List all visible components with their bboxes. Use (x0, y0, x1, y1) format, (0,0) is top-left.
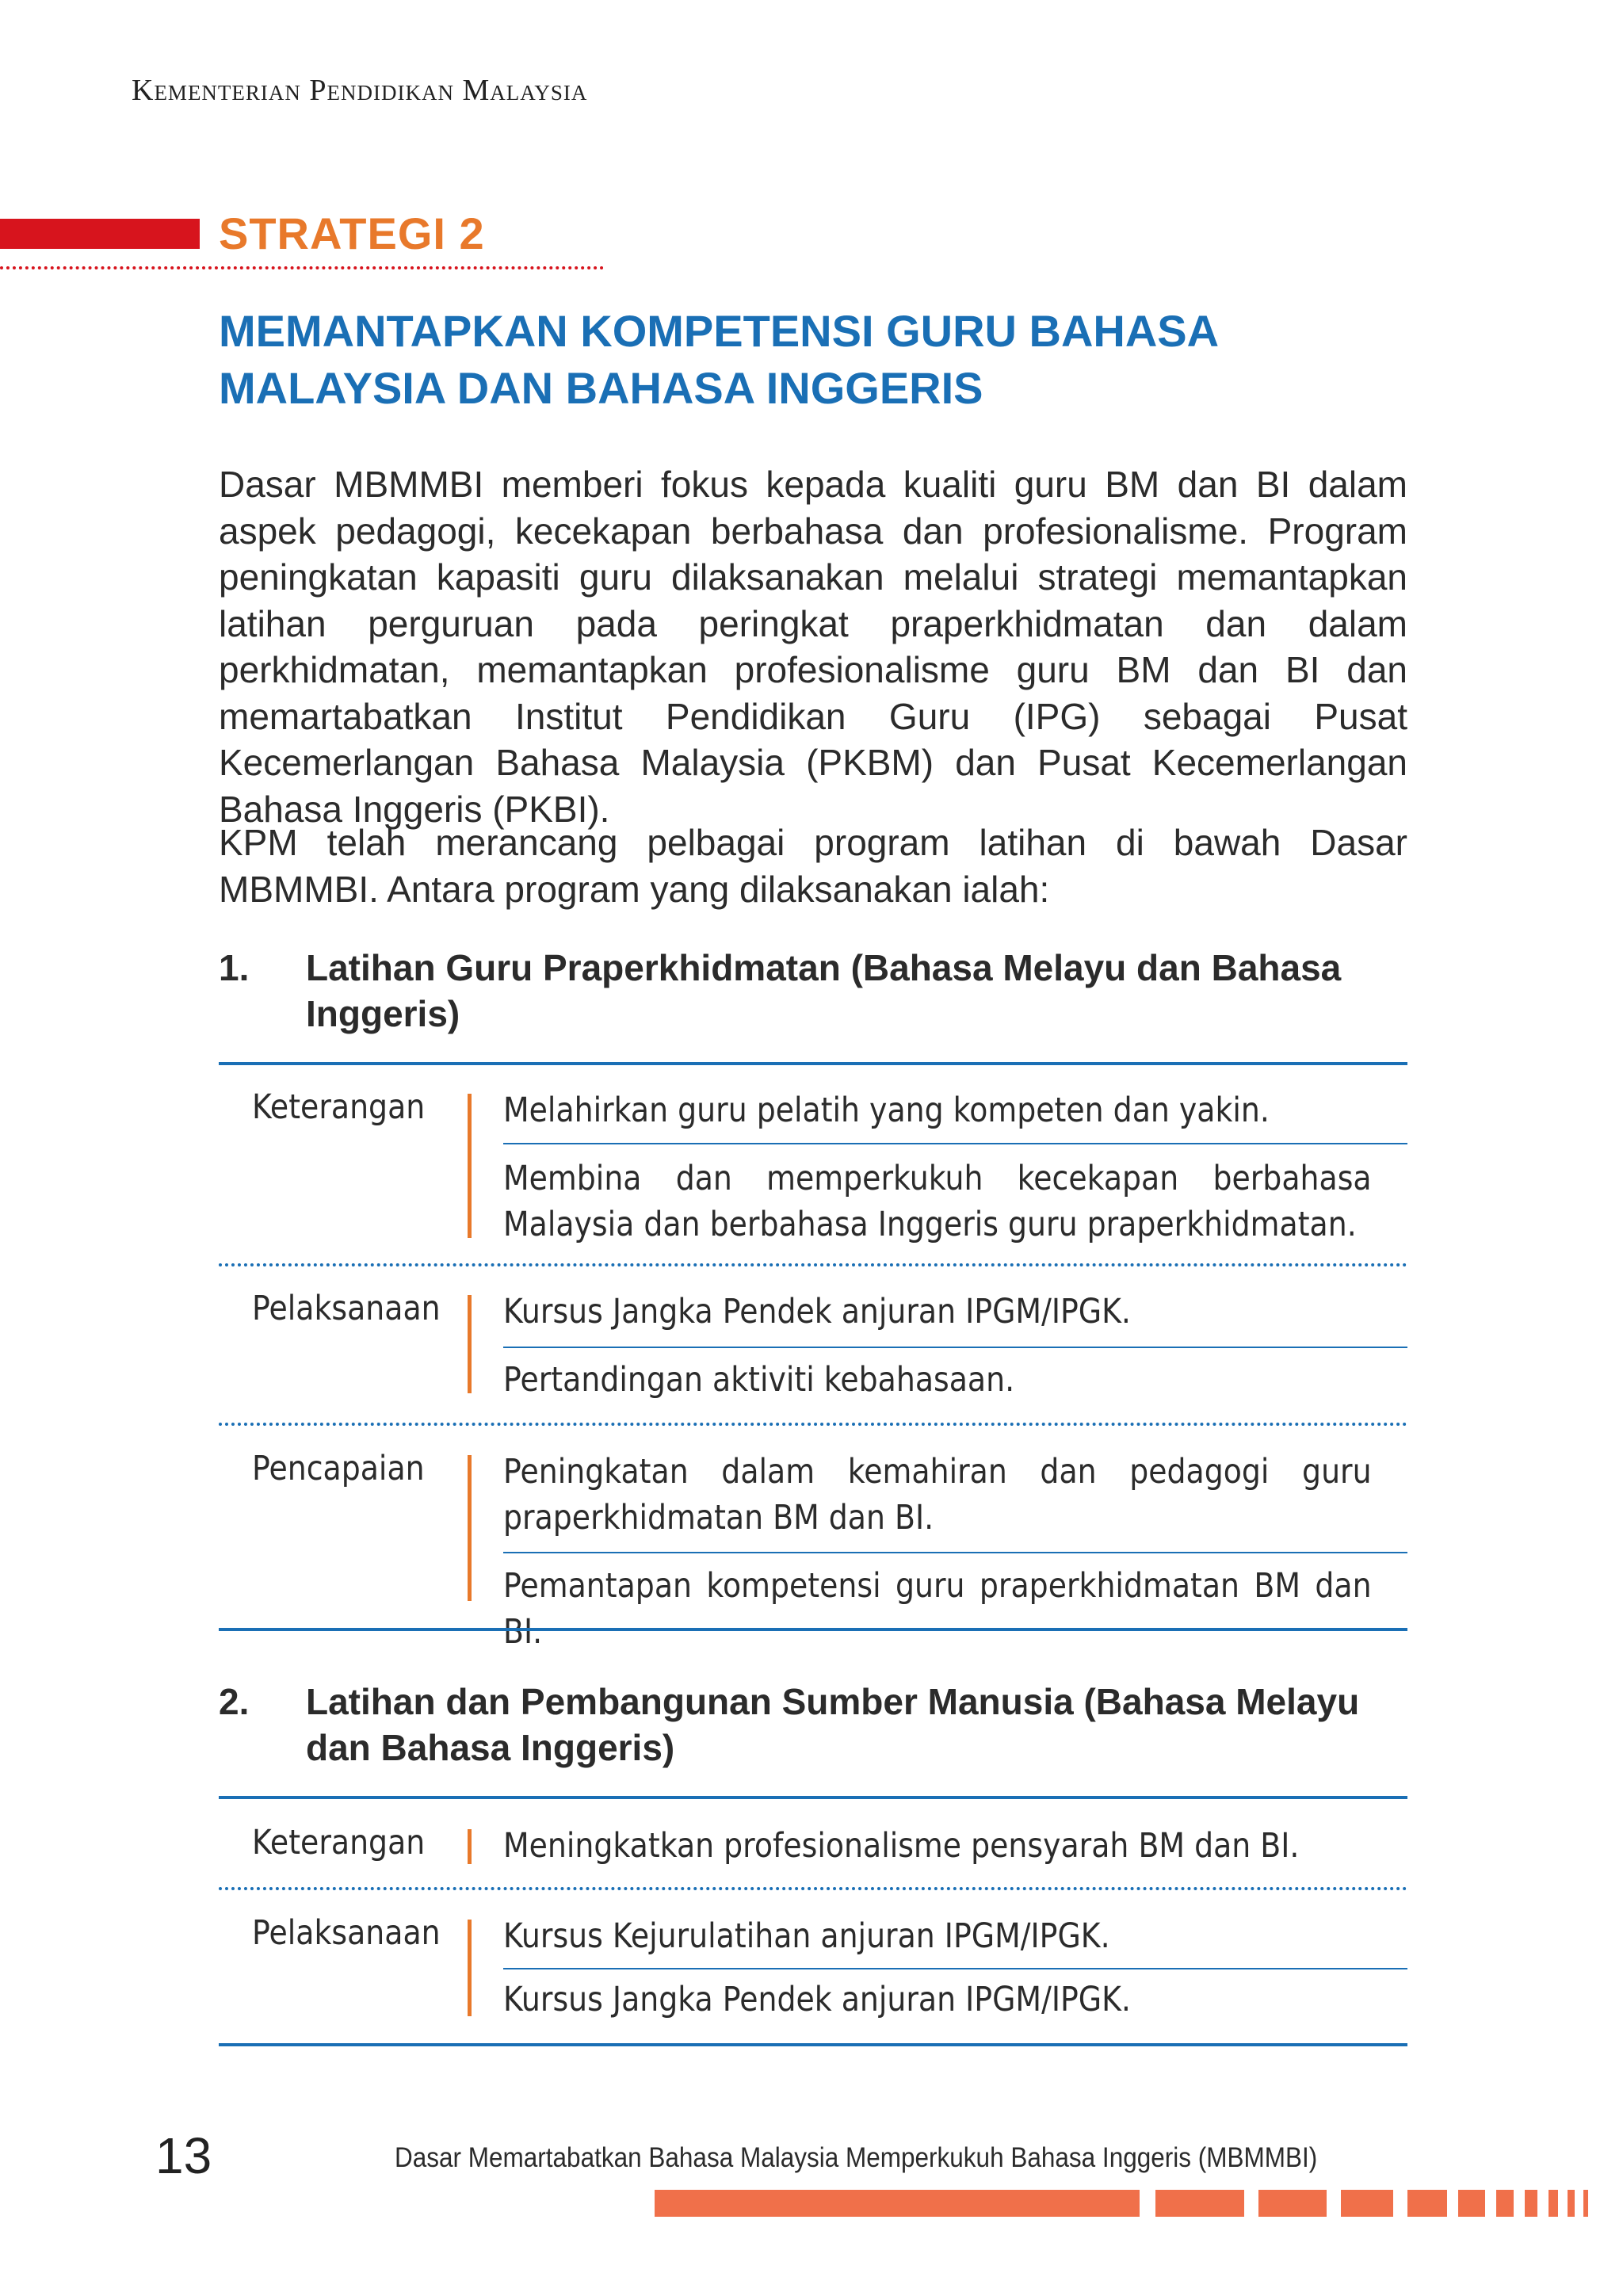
row-divider-bar (468, 1094, 472, 1238)
intro-paragraph-2: KPM telah merancang pelbagai program latihan di bawah Dasar MBMMBI. Antara program yang dilaksanakan ialah: (219, 822, 1407, 910)
program-1-row-pelaksanaan-label: Pelaksanaan (252, 1289, 441, 1328)
footer-bar-segment (1258, 2190, 1327, 2217)
program-2-row-separator (219, 1887, 1407, 1890)
strategy-red-bar (0, 219, 200, 249)
program-1-pelaksanaan-item-1: Kursus Jangka Pendek anjuran IPGM/IPGK. (503, 1292, 1131, 1331)
program-1-title: Latihan Guru Praperkhidmatan (Bahasa Melayu dan Bahasa Inggeris) (306, 947, 1342, 1034)
footer-bar-segment (1496, 2190, 1514, 2217)
page-number: 13 (155, 2127, 212, 2184)
program-1-number: 1. (219, 947, 250, 988)
program-1-pencapaian-item-2: Pemantapan kompetensi guru praperkhidmatan BM dan BI. (503, 1566, 1372, 1652)
strategy-dotted-rule (0, 266, 604, 269)
header-org-name: Kementerian Pendidikan Malaysia (132, 74, 588, 107)
row-divider-bar (468, 1295, 472, 1393)
row-divider-bar (468, 1829, 472, 1864)
program-2-row-keterangan-label: Keterangan (252, 1823, 426, 1862)
program-2-table-bottom-rule (219, 2043, 1407, 2046)
cell-separator (503, 1968, 1407, 1969)
program-1-keterangan-item-2: Membina dan memperkukuh kecekapan berbahasa Malaysia dan berbahasa Inggeris guru praperkhidmatan. (503, 1159, 1372, 1244)
program-1-row-separator (219, 1423, 1407, 1426)
program-2-keterangan-item-1: Meningkatkan profesionalisme pensyarah BM dan BI. (503, 1826, 1300, 1866)
program-2-pelaksanaan-item-1: Kursus Kejurulatihan anjuran IPGM/IPGK. (503, 1916, 1110, 1956)
footer-bar-segment (1341, 2190, 1393, 2217)
footer-bar-segment (1155, 2190, 1244, 2217)
row-divider-bar (468, 1455, 472, 1601)
program-2-title: Latihan dan Pembangunan Sumber Manusia (Bahasa Melayu dan Bahasa Inggeris) (306, 1681, 1360, 1768)
program-2-pelaksanaan-item-2: Kursus Jangka Pendek anjuran IPGM/IPGK. (503, 1980, 1131, 2019)
footer-bar-segment (1458, 2190, 1485, 2217)
footer-title: Dasar Memartabatkan Bahasa Malaysia Memperkukuh Bahasa Inggeris (MBMMBI) (395, 2142, 1318, 2173)
footer-bar-segment (1525, 2190, 1537, 2217)
strategy-label: STRATEGI 2 (219, 208, 485, 258)
program-2-number: 2. (219, 1681, 250, 1722)
program-1-pencapaian-item-1: Peningkatan dalam kemahiran dan pedagogi guru praperkhidmatan BM dan BI. (503, 1452, 1372, 1538)
program-1-table-bottom-rule (219, 1628, 1407, 1631)
intro-paragraph-1: Dasar MBMMBI memberi fokus kepada kualiti guru BM dan BI dalam aspek pedagogi, kecekapan berbahasa dan profesionalisme. Program peningkatan kapasiti guru dilaksanakan melalui strategi memantapkan latihan perguruan pada peringkat praperkhidmatan dan dalam perkhidmatan, memantapkan profesionalisme guru BM dan BI dan memartabatkan Institut Pendidikan Guru (IPG) sebagai Pusat Kecemerlangan Bahasa Malaysia (PKBM) dan Pusat Kecemerlangan Bahasa Inggeris (PKBI). (219, 464, 1407, 830)
program-2-heading (219, 1679, 1407, 1771)
program-1-row-separator (219, 1263, 1407, 1266)
footer-bar-segment (1407, 2190, 1447, 2217)
section-title: MEMANTAPKAN KOMPETENSI GURU BAHASA MALAYSIA DAN BAHASA INGGERIS (219, 306, 1217, 413)
program-2-row-pelaksanaan-label: Pelaksanaan (252, 1913, 441, 1953)
cell-separator (503, 1143, 1407, 1144)
program-1-row-keterangan-label: Keterangan (252, 1087, 426, 1127)
footer-bar-segment (655, 2190, 1140, 2217)
program-1-heading (219, 945, 1407, 1037)
footer-bar-segment (1583, 2190, 1588, 2217)
cell-separator (503, 1552, 1407, 1553)
footer-bar-segment (1549, 2190, 1558, 2217)
program-2-table-top-rule (219, 1796, 1407, 1799)
footer-bar-segment (1568, 2190, 1575, 2217)
program-1-row-pencapaian-label: Pencapaian (252, 1449, 425, 1488)
program-1-keterangan-item-1: Melahirkan guru pelatih yang kompeten dan yakin. (503, 1091, 1270, 1130)
program-1-table-top-rule (219, 1062, 1407, 1065)
row-divider-bar (468, 1920, 472, 2016)
program-1-pelaksanaan-item-2: Pertandingan aktiviti kebahasaan. (503, 1360, 1015, 1400)
cell-separator (503, 1347, 1407, 1348)
